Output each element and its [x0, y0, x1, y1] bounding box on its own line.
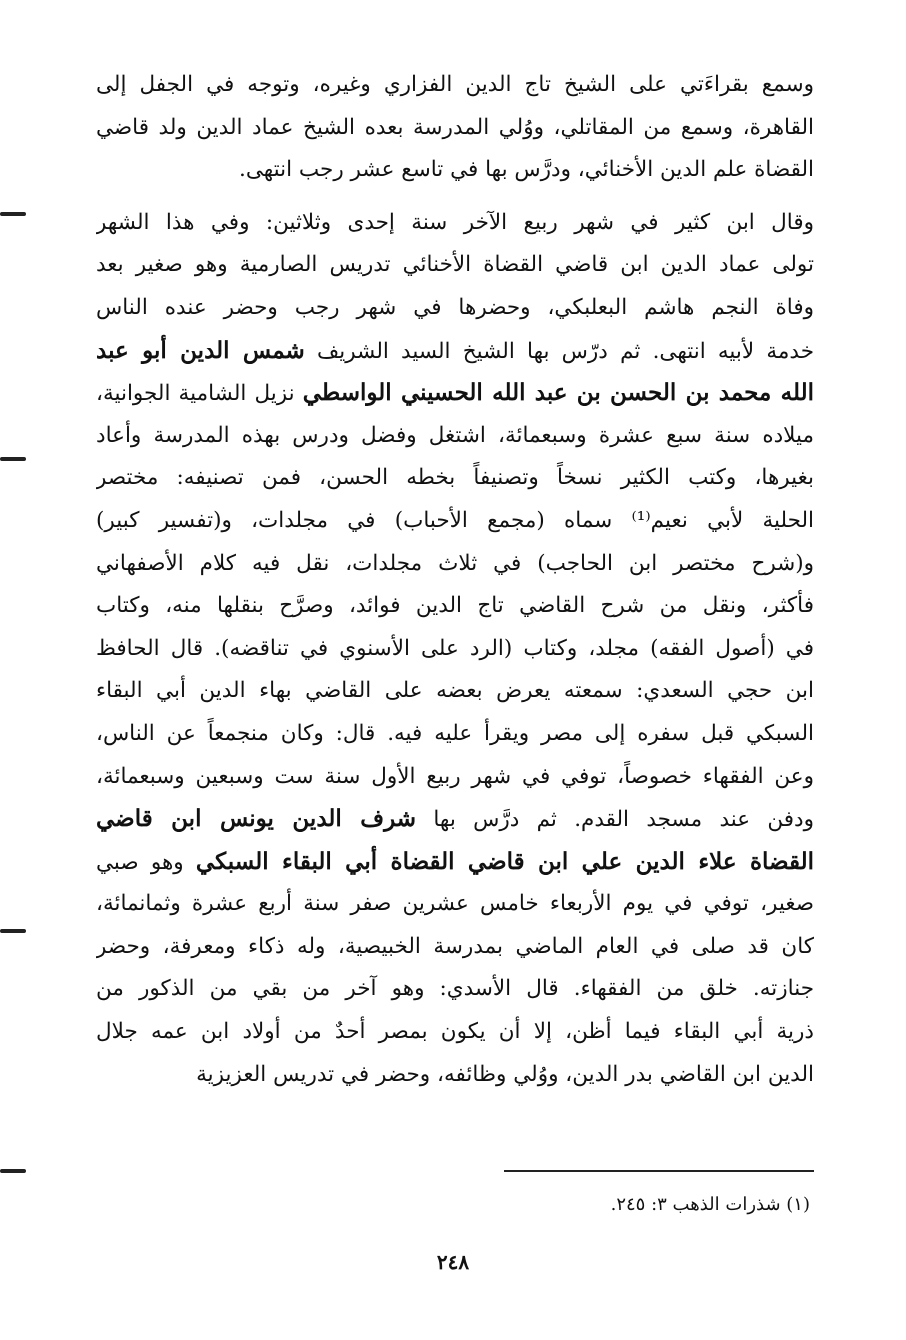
text-run: القاهرة، وسمع من المقاتلي، ووُلي المدرسة بعده الشيخ عماد الدين ولد قاضي	[96, 114, 814, 140]
footnote-divider	[504, 1170, 814, 1172]
text-run: و(شرح مختصر ابن الحاجب) في ثلاث مجلدات، نقل فيه كلام الأصفهاني	[96, 550, 814, 576]
text-line	[96, 670, 814, 713]
text-run: نزيل الشامية الجوانية،	[96, 381, 303, 407]
text-run: جنازته. خلق من الفقهاء. قال الأسدي: وهو آخر من بقي من الذكور من	[96, 976, 814, 1002]
text-line	[96, 543, 814, 586]
text-line	[96, 883, 814, 926]
margin-mark	[0, 929, 26, 933]
bold-name: الله محمد بن الحسن بن عبد الله الحسيني الواسطي	[302, 379, 814, 407]
main-text	[96, 64, 814, 1096]
margin-mark	[0, 1169, 26, 1173]
text-run: الحلية لأبي نعيم⁽¹⁾ سماه (مجمع الأحباب) في مجلدات، و(تفسير كبير)	[96, 507, 814, 533]
text-line	[96, 372, 814, 415]
text-run: السبكي قبل سفره إلى مصر ويقرأ عليه فيه. قال: وكان منجمعاً عن الناس،	[96, 720, 814, 746]
text-line	[96, 64, 814, 107]
text-line	[96, 628, 814, 671]
bold-name: القضاة علاء الدين علي ابن قاضي القضاة أبي البقاء السبكي	[195, 847, 814, 875]
text-run: وفاة النجم هاشم البعلبكي، وحضرها في شهر رجب وحضر عنده الناس	[96, 294, 814, 320]
text-line	[96, 1011, 814, 1054]
text-run: كان قد صلى في العام الماضي بمدرسة الخبيصية، وله ذكاء ومعرفة، وحضر	[96, 933, 814, 959]
text-line	[96, 1054, 814, 1097]
text-line	[96, 500, 814, 543]
text-line	[96, 968, 814, 1011]
text-line	[96, 330, 814, 373]
text-run: خدمة لأبيه انتهى. ثم درّس بها الشيخ السيد الشريف	[304, 338, 814, 364]
text-line	[96, 585, 814, 628]
text-run: بغيرها، وكتب الكثير نسخاً وتصنيفاً بخطه الحسن، فمن تصنيفه: مختصر	[96, 465, 814, 491]
text-run: تولى عماد الدين ابن قاضي القضاة الأخنائي تدريس الصارمية وهو صغير بعد	[96, 252, 814, 278]
text-line	[96, 287, 814, 330]
text-run: وسمع بقراءَتي على الشيخ تاج الدين الفزاري وغيره، وتوجه في الجفل إلى	[96, 72, 814, 97]
text-run: الدين ابن القاضي بدر الدين، ووُلي وظائفه، وحضر في تدريس العزيزية	[196, 1061, 814, 1087]
footnote: (١) شذرات الذهب ٣: ٢٤٥.	[610, 1194, 810, 1215]
text-line	[96, 756, 814, 799]
text-line	[96, 457, 814, 500]
text-line	[96, 107, 814, 150]
text-line	[96, 713, 814, 756]
text-line	[96, 841, 814, 884]
text-run: ابن حجي السعدي: سمعته يعرض بعضه على القاضي بهاء الدين أبي البقاء	[96, 678, 814, 704]
text-line	[96, 415, 814, 458]
page-number: ٢٤٨	[436, 1250, 470, 1274]
text-line	[96, 926, 814, 969]
text-run: وقال ابن كثير في شهر ربيع الآخر سنة إحدى وثلاثين: وفي هذا الشهر	[96, 209, 814, 235]
text-run: فأكثر، ونقل من شرح القاضي تاج الدين فوائد، وصرَّح بنقلها منه، وكتاب	[96, 593, 814, 619]
text-run: ودفن عند مسجد القدم. ثم درَّس بها	[416, 807, 814, 833]
text-line	[96, 149, 814, 192]
text-run: صغير، توفي في يوم الأربعاء خامس عشرين صفر سنة أربع عشرة وثمانمائة،	[96, 891, 814, 917]
margin-mark	[0, 457, 26, 461]
bold-name: شرف الدين يونس ابن قاضي	[96, 805, 417, 833]
text-run: في (أصول الفقه) مجلد، وكتاب (الرد على الأسنوي في تناقضه). قال الحافظ	[96, 635, 814, 661]
text-line	[96, 798, 814, 841]
bold-name: شمس الدين أبو عبد	[96, 336, 305, 364]
text-run: ميلاده سنة سبع عشرة وسبعمائة، اشتغل وفضل ودرس بهذه المدرسة وأعاد	[96, 422, 814, 448]
text-run: وعن الفقهاء خصوصاً، توفي في شهر ربيع الأول سنة ست وسبعين وسبعمائة،	[96, 763, 814, 789]
text-run: وهو صبي	[96, 849, 196, 875]
text-line	[96, 202, 814, 245]
text-run: ذرية أبي البقاء فيما أظن، إلا أن يكون بمصر أحدٌ من أولاد ابن عمه جلال	[96, 1019, 814, 1045]
paragraph-gap	[96, 192, 814, 202]
text-run: القضاة علم الدين الأخنائي، ودرَّس بها في تاسع عشر رجب انتهى.	[238, 157, 814, 183]
margin-mark	[0, 212, 26, 216]
text-line	[96, 244, 814, 287]
